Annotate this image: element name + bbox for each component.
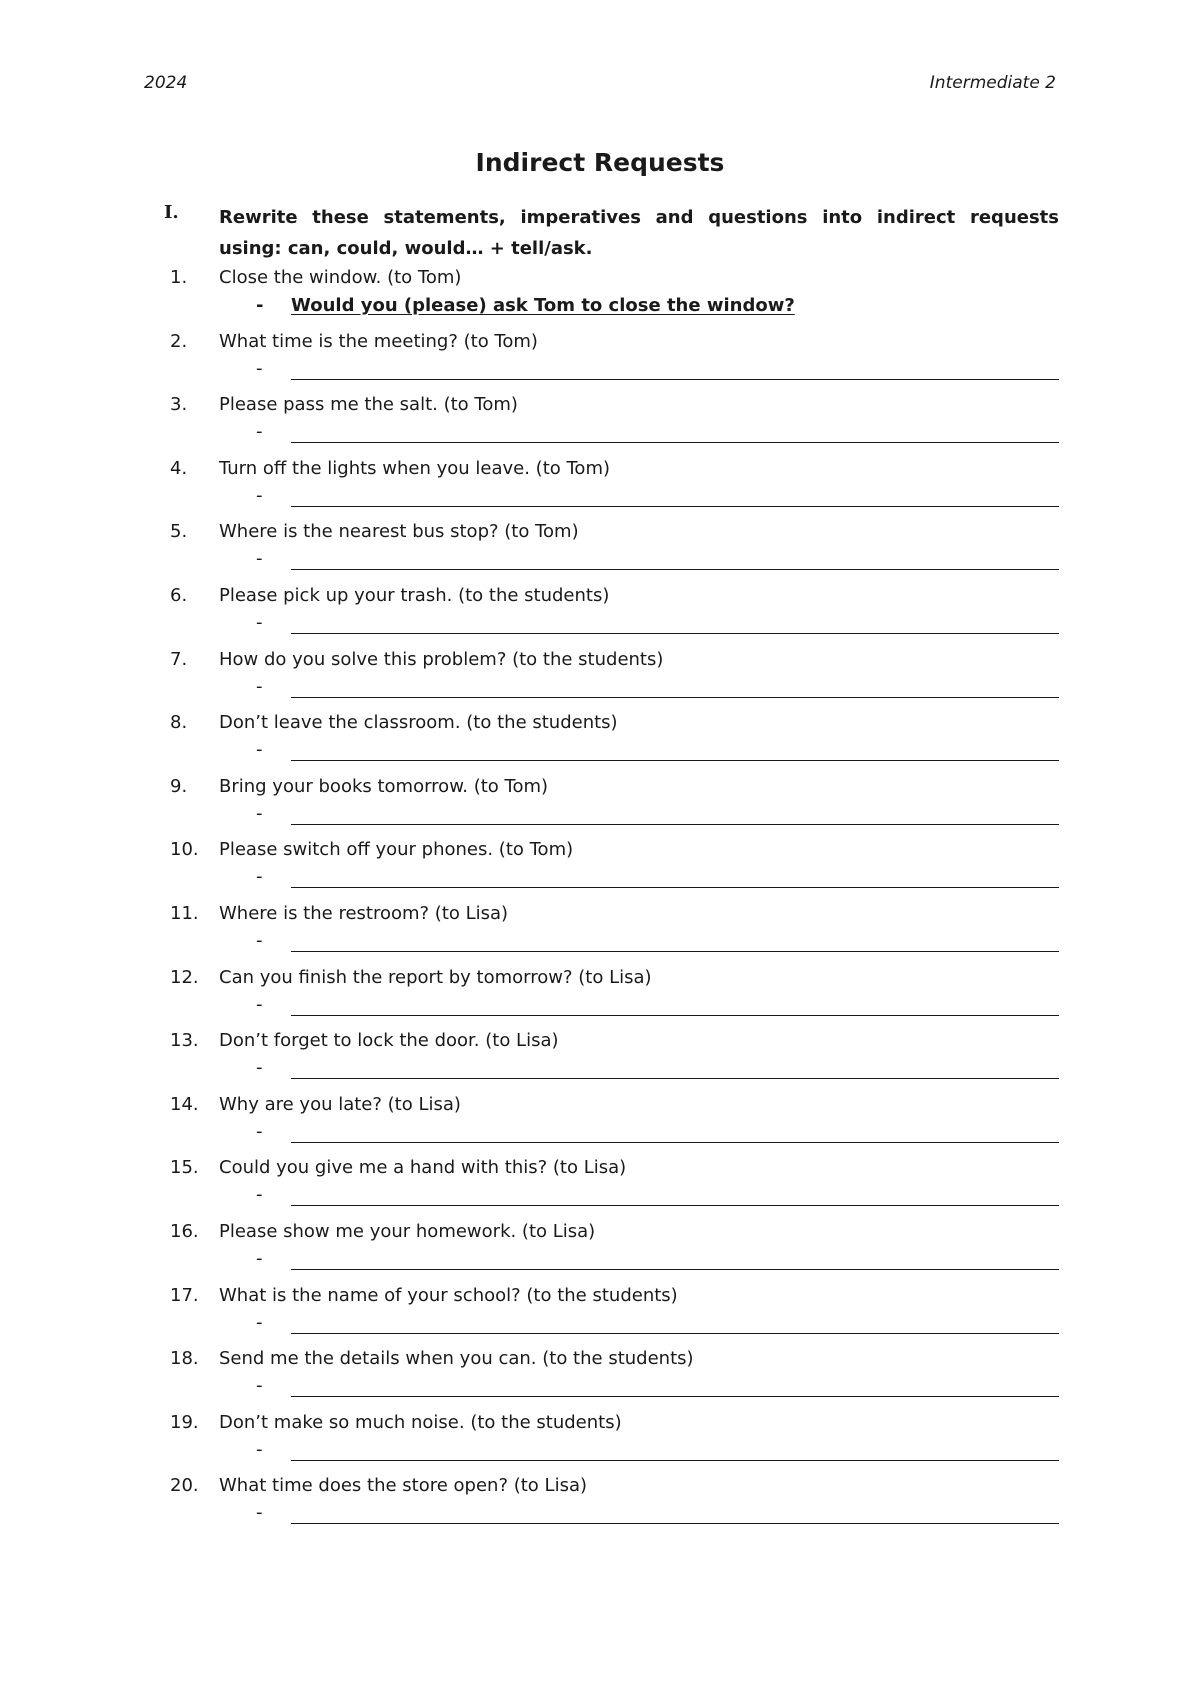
answer-line[interactable] <box>291 569 1059 570</box>
answer-dash: - <box>256 421 263 443</box>
item-prompt: What time is the meeting? (to Tom) <box>219 330 538 352</box>
answer-dash: - <box>256 1057 263 1079</box>
exercise-item <box>170 389 1059 453</box>
item-prompt: Please show me your homework. (to Lisa) <box>219 1220 596 1242</box>
answer-dash: - <box>256 993 263 1015</box>
exercise-item <box>170 771 1059 835</box>
item-prompt: Please switch off your phones. (to Tom) <box>219 839 574 861</box>
item-number: 15. <box>170 1157 199 1179</box>
exercise-item <box>170 453 1059 517</box>
exercise-item <box>170 962 1059 1026</box>
item-number: 8. <box>170 712 188 734</box>
section-instruction: Rewrite these statements, imperatives and questions into indirect requests using: can, could, would… + tell/ask. <box>219 207 1059 259</box>
exercise-item <box>170 1470 1059 1534</box>
exercise-item <box>170 1407 1059 1471</box>
answer-dash: - <box>256 1502 263 1524</box>
answer-dash: - <box>256 929 263 951</box>
exercise-item <box>170 707 1059 771</box>
answer-line[interactable] <box>291 1523 1059 1524</box>
item-prompt: What is the name of your school? (to the students) <box>219 1284 678 1306</box>
section-number: I. <box>164 202 179 223</box>
answer-line[interactable] <box>291 1396 1059 1397</box>
exercise-item <box>170 834 1059 898</box>
example-dash: - <box>256 295 264 316</box>
answer-line[interactable] <box>291 1078 1059 1079</box>
answer-dash: - <box>256 1120 263 1142</box>
item-prompt: Please pass me the salt. (to Tom) <box>219 394 518 416</box>
answer-line[interactable] <box>291 1269 1059 1270</box>
answer-dash: - <box>256 611 263 633</box>
answer-dash: - <box>256 802 263 824</box>
answer-dash: - <box>256 866 263 888</box>
item-number: 20. <box>170 1475 199 1497</box>
answer-line[interactable] <box>291 1015 1059 1016</box>
exercise-section <box>164 202 1059 264</box>
item-prompt: Send me the details when you can. (to the students) <box>219 1348 694 1370</box>
item-prompt: Where is the nearest bus stop? (to Tom) <box>219 521 579 543</box>
item-prompt: Close the window. (to Tom) <box>219 267 462 288</box>
exercise-item <box>170 898 1059 962</box>
exercise-item <box>170 644 1059 708</box>
answer-line[interactable] <box>291 1333 1059 1334</box>
answer-dash: - <box>256 357 263 379</box>
item-number: 19. <box>170 1411 199 1433</box>
exercise-list <box>170 262 1059 1534</box>
item-prompt: Don’t leave the classroom. (to the students) <box>219 712 618 734</box>
item-number: 14. <box>170 1093 199 1115</box>
exercise-item <box>170 326 1059 390</box>
item-number: 9. <box>170 775 188 797</box>
exercise-item <box>170 1280 1059 1344</box>
answer-dash: - <box>256 548 263 570</box>
example-answer: Would you (please) ask Tom to close the window? <box>291 295 795 316</box>
exercise-item <box>170 516 1059 580</box>
exercise-item <box>170 1216 1059 1280</box>
item-number: 13. <box>170 1030 199 1052</box>
answer-line[interactable] <box>291 1142 1059 1143</box>
exercise-item <box>170 580 1059 644</box>
item-prompt: Please pick up your trash. (to the students) <box>219 584 610 606</box>
answer-dash: - <box>256 1311 263 1333</box>
answer-line[interactable] <box>291 442 1059 443</box>
answer-line[interactable] <box>291 1205 1059 1206</box>
exercise-item <box>170 1025 1059 1089</box>
exercise-item <box>170 1152 1059 1216</box>
item-prompt: Can you finish the report by tomorrow? (to Lisa) <box>219 966 652 988</box>
item-prompt: Turn off the lights when you leave. (to Tom) <box>219 457 610 479</box>
exercise-item <box>170 1089 1059 1153</box>
answer-line[interactable] <box>291 887 1059 888</box>
item-number: 16. <box>170 1220 199 1242</box>
item-number: 5. <box>170 521 188 543</box>
answer-line[interactable] <box>291 697 1059 698</box>
item-prompt: Bring your books tomorrow. (to Tom) <box>219 775 549 797</box>
exercise-item <box>170 1343 1059 1407</box>
item-prompt: Don’t make so much noise. (to the students) <box>219 1411 622 1433</box>
page-title: Indirect Requests <box>475 148 725 177</box>
header-year: 2024 <box>144 73 188 93</box>
answer-dash: - <box>256 1438 263 1460</box>
item-prompt: Where is the restroom? (to Lisa) <box>219 902 509 924</box>
answer-line[interactable] <box>291 633 1059 634</box>
item-number: 2. <box>170 330 188 352</box>
header-level: Intermediate 2 <box>929 73 1056 93</box>
item-number: 12. <box>170 966 199 988</box>
item-number: 6. <box>170 584 188 606</box>
answer-line[interactable] <box>291 1460 1059 1461</box>
answer-line[interactable] <box>291 506 1059 507</box>
item-number: 7. <box>170 648 188 670</box>
answer-dash: - <box>256 739 263 761</box>
item-prompt: Why are you late? (to Lisa) <box>219 1093 461 1115</box>
answer-dash: - <box>256 484 263 506</box>
answer-line[interactable] <box>291 951 1059 952</box>
item-number: 18. <box>170 1348 199 1370</box>
item-number: 1. <box>170 267 188 288</box>
answer-line[interactable] <box>291 760 1059 761</box>
item-prompt: What time does the store open? (to Lisa) <box>219 1475 587 1497</box>
item-number: 10. <box>170 839 199 861</box>
answer-line[interactable] <box>291 824 1059 825</box>
answer-dash: - <box>256 1375 263 1397</box>
item-number: 11. <box>170 902 199 924</box>
item-prompt: Don’t forget to lock the door. (to Lisa) <box>219 1030 559 1052</box>
answer-line[interactable] <box>291 379 1059 380</box>
item-number: 4. <box>170 457 188 479</box>
answer-dash: - <box>256 1247 263 1269</box>
exercise-item <box>170 262 1059 326</box>
item-prompt: How do you solve this problem? (to the students) <box>219 648 664 670</box>
answer-dash: - <box>256 675 263 697</box>
item-number: 3. <box>170 394 188 416</box>
answer-dash: - <box>256 1184 263 1206</box>
item-number: 17. <box>170 1284 199 1306</box>
item-prompt: Could you give me a hand with this? (to Lisa) <box>219 1157 627 1179</box>
